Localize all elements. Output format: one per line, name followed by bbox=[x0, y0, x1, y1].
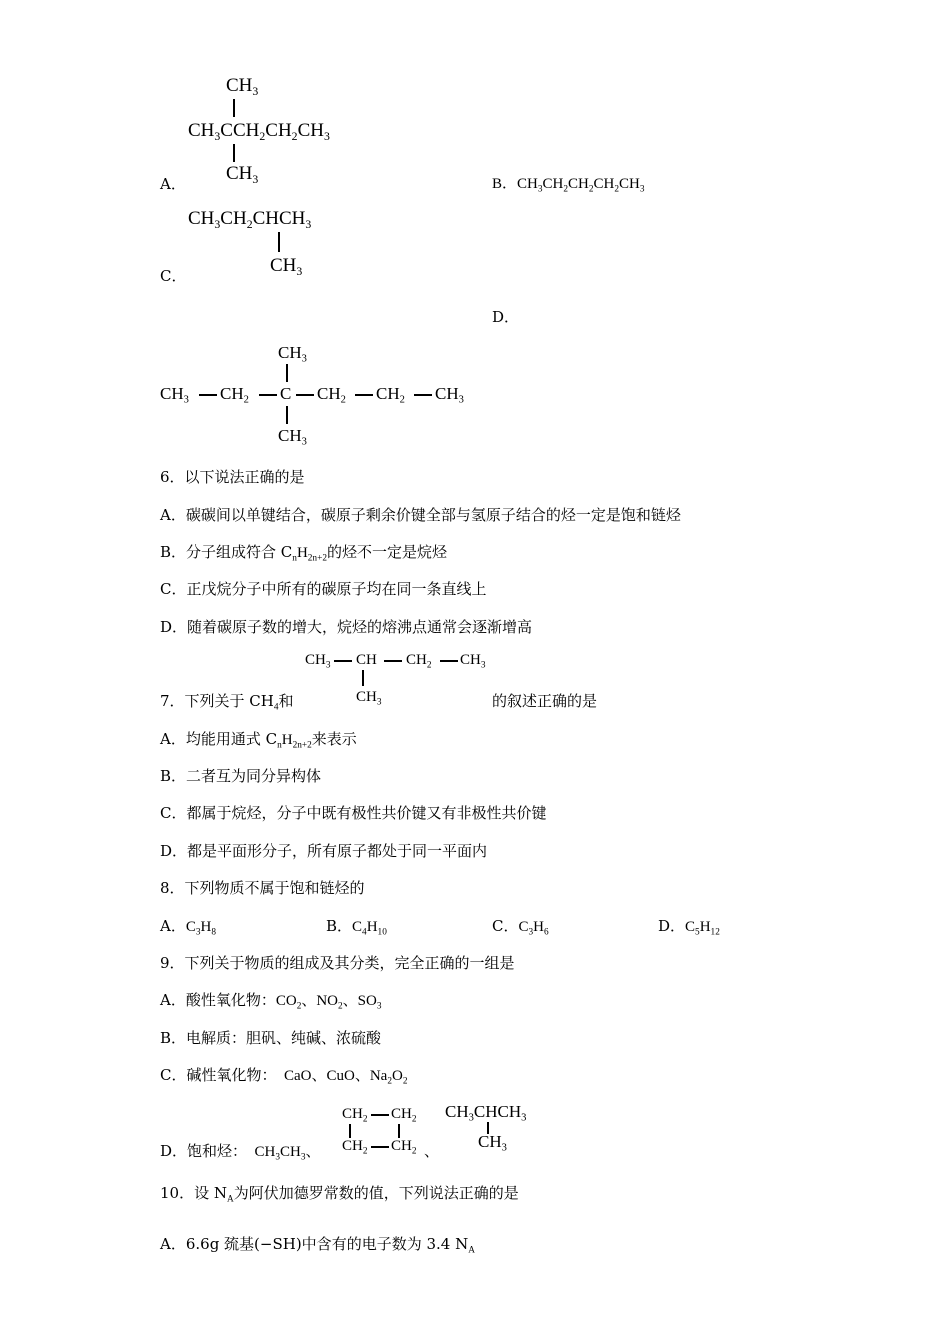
q5-c-label: C． bbox=[160, 267, 187, 285]
q5-c-branch-text: CH bbox=[270, 255, 297, 276]
q7-s6: 3 bbox=[480, 660, 486, 671]
q6-stem: 6．以下说法正确的是 bbox=[160, 468, 305, 486]
q7-structure-main bbox=[305, 650, 331, 670]
q9-iso-m2: CHCH bbox=[473, 1102, 522, 1121]
q5-d-bottom bbox=[278, 426, 307, 446]
q9-r0: CH bbox=[342, 1106, 363, 1122]
q7-structure-ch: CH bbox=[356, 652, 377, 668]
q9-r7: 2 bbox=[411, 1146, 417, 1157]
q10-a-pre: A．6.6g 巯基(−SH)中含有的电子数为 3.4 N bbox=[160, 1235, 469, 1253]
q5-d-chain-4 bbox=[376, 384, 405, 404]
q7-s4: 2 bbox=[426, 660, 432, 671]
q5-c-m5: 3 bbox=[305, 218, 312, 232]
q9-ring-bond-top bbox=[371, 1114, 389, 1116]
q5-c-m1: 3 bbox=[214, 218, 221, 232]
q5-d-c6: 2 bbox=[340, 394, 346, 406]
q5-b-p4: CH bbox=[568, 176, 589, 192]
q8-c-f3: 6 bbox=[544, 927, 549, 938]
q7-a-sub1: n bbox=[277, 740, 282, 751]
q7-stem-pre: 7．下列关于 CH bbox=[160, 692, 274, 710]
q5-d-chain-3 bbox=[317, 384, 346, 404]
q5-a-m7: 3 bbox=[323, 130, 330, 144]
q9-a-f5: 3 bbox=[376, 1001, 382, 1012]
q8-option-a bbox=[160, 916, 216, 937]
q10-stem bbox=[160, 1183, 519, 1203]
q5-a-bottom-sub: 3 bbox=[252, 173, 259, 187]
q7-stem-left bbox=[160, 691, 294, 711]
q7-option-c: C．都属于烷烃，分子中既有极性共价键又有非极性共价键 bbox=[160, 804, 547, 822]
q5-d-bond-4 bbox=[355, 394, 373, 396]
q5-a-bond-down bbox=[233, 144, 235, 162]
q5-b-p1: 3 bbox=[537, 184, 543, 195]
q9-a-f2: 、NO bbox=[301, 993, 339, 1009]
q7-a-post: 来表示 bbox=[311, 730, 357, 748]
q9-option-c bbox=[160, 1065, 407, 1086]
q9-r1: 2 bbox=[362, 1114, 368, 1125]
q5-c-m2: CH bbox=[220, 208, 247, 229]
q9-ring-top-right bbox=[391, 1104, 417, 1124]
q5-a-bottom-group bbox=[226, 163, 259, 187]
q5-d-chain-c: C bbox=[280, 384, 292, 403]
q5-c-branch-sub: 3 bbox=[296, 265, 303, 279]
q7-option-a bbox=[160, 729, 357, 750]
q8-d-f3: 12 bbox=[710, 927, 720, 938]
q5-d-bottom-text: CH bbox=[278, 426, 302, 445]
q5-d-bond-2 bbox=[259, 394, 277, 396]
q5-a-m4: CH bbox=[265, 120, 292, 141]
q5-d-top-text: CH bbox=[278, 343, 302, 362]
q5-d-bottom-sub: 3 bbox=[301, 436, 307, 448]
q7-structure-branch bbox=[356, 687, 382, 707]
q5-c-bond bbox=[278, 232, 280, 252]
q5-d-bond-down bbox=[286, 406, 288, 424]
q5-c-m0: CH bbox=[188, 208, 215, 229]
q7-option-d: D．都是平面形分子，所有原子都处于同一平面内 bbox=[160, 842, 488, 860]
q9-stem: 9．下列关于物质的组成及其分类，完全正确的一组是 bbox=[160, 954, 515, 972]
q5-d-top bbox=[278, 343, 307, 363]
q5-a-top-sub: 3 bbox=[252, 85, 259, 99]
q5-d-chain-2 bbox=[220, 384, 249, 404]
q8-b-f0: C bbox=[352, 919, 363, 935]
q7-a-sub2: 2n+2 bbox=[292, 740, 312, 751]
q9-r3: 2 bbox=[411, 1114, 417, 1125]
q6-option-c: C．正戊烷分子中所有的碳原子均在同一条直线上 bbox=[160, 580, 487, 598]
q9-iso-branch bbox=[478, 1132, 507, 1152]
q9-iso-m0: CH bbox=[445, 1102, 469, 1121]
q5-d-bond-5 bbox=[414, 394, 432, 396]
q5-a-bond-up bbox=[233, 99, 235, 117]
q8-d-f0: C bbox=[685, 919, 696, 935]
q5-b-p7: 2 bbox=[614, 184, 620, 195]
q9-a-f0: CO bbox=[275, 993, 297, 1009]
q9-r2: CH bbox=[391, 1106, 412, 1122]
q7-bond-3 bbox=[440, 660, 458, 662]
q5-a-top-group bbox=[226, 75, 259, 99]
q7-stem-right: 的叙述正确的是 bbox=[492, 692, 598, 710]
q10-stem-pre: 10．设 N bbox=[160, 1184, 227, 1202]
q5-b-option bbox=[492, 174, 645, 194]
q9-iso-m1: 3 bbox=[468, 1112, 474, 1124]
q5-d-c2: CH bbox=[220, 384, 244, 403]
q5-a-label: A． bbox=[160, 175, 186, 193]
q5-d-top-sub: 3 bbox=[301, 353, 307, 365]
q9-d-f3: 3 bbox=[300, 1152, 306, 1163]
q6-b-sub1: n bbox=[292, 553, 297, 564]
q9-ring-bottom-left bbox=[342, 1136, 368, 1156]
q9-c-f2: O bbox=[391, 1068, 403, 1084]
q5-a-top-text: CH bbox=[226, 75, 253, 96]
q5-c-branch bbox=[270, 255, 303, 279]
q9-ring-bottom-right bbox=[391, 1136, 417, 1156]
q7-branch-text: CH bbox=[356, 689, 377, 705]
q5-a-m2: CCH bbox=[220, 120, 260, 141]
q10-stem-sub: A bbox=[226, 1194, 234, 1205]
q7-structure-ch3 bbox=[460, 650, 486, 670]
q5-d-c0: CH bbox=[160, 384, 184, 403]
q8-c-f0: C bbox=[518, 919, 529, 935]
q9-option-a bbox=[160, 990, 382, 1011]
q8-d-label: D． bbox=[658, 917, 686, 935]
q6-option-d: D．随着碳原子数的增大，烷烃的熔沸点通常会逐渐增高 bbox=[160, 618, 533, 636]
q9-a-f4: 、SO bbox=[342, 993, 377, 1009]
q5-b-p5: 2 bbox=[588, 184, 594, 195]
q7-s5: CH bbox=[460, 652, 481, 668]
q5-a-m0: CH bbox=[188, 120, 215, 141]
q7-a-pre: A．均能用通式 C bbox=[160, 730, 278, 748]
q8-a-f1: 3 bbox=[195, 927, 201, 938]
q9-iso-b-text: CH bbox=[478, 1132, 502, 1151]
q9-d-f0: CH bbox=[254, 1144, 276, 1160]
q6-option-b bbox=[160, 542, 447, 563]
q9-a-f1: 2 bbox=[296, 1001, 302, 1012]
q9-option-b: B．电解质：胆矾、纯碱、浓硫酸 bbox=[160, 1029, 382, 1047]
q5-d-main-chain bbox=[160, 384, 189, 404]
q6-b-sub2: 2n+2 bbox=[307, 553, 327, 564]
q5-a-m6: CH bbox=[297, 120, 324, 141]
q7-stem-and: 和 bbox=[278, 692, 294, 710]
q9-a-f3: 2 bbox=[338, 1001, 343, 1012]
q10-a-sub: A bbox=[468, 1245, 475, 1256]
q7-stem-sub: 4 bbox=[273, 702, 279, 713]
q7-option-b: B．二者互为同分异构体 bbox=[160, 767, 322, 785]
q6-option-a: A．碳碳间以单键结合，碳原子剩余价键全部与氢原子结合的烃一定是饱和链烃 bbox=[160, 506, 681, 524]
q6-b-mid: H bbox=[296, 545, 308, 561]
q9-a-pre: A．酸性氧化物： bbox=[160, 991, 276, 1009]
q8-a-f3: 8 bbox=[211, 927, 217, 938]
q5-d-c10: 3 bbox=[458, 394, 464, 406]
q8-option-d bbox=[658, 916, 720, 937]
q8-d-f1: 5 bbox=[695, 927, 700, 938]
q9-d-f2: CH bbox=[280, 1144, 301, 1160]
q5-a-m3: 2 bbox=[259, 130, 266, 144]
q5-d-c8: 2 bbox=[399, 394, 405, 406]
q5-c-m3: 2 bbox=[246, 218, 253, 232]
q8-c-f2: H bbox=[533, 919, 544, 935]
q8-c-label: C． bbox=[492, 917, 519, 935]
q5-d-c1: 3 bbox=[183, 394, 189, 406]
q5-a-main-chain bbox=[188, 120, 330, 144]
q5-a-m5: 2 bbox=[291, 130, 298, 144]
q9-d-f4: 、 bbox=[305, 1142, 321, 1160]
q9-option-d bbox=[160, 1141, 321, 1162]
q5-d-label: D． bbox=[492, 308, 520, 326]
q9-ring-bond-bottom bbox=[371, 1146, 389, 1148]
q7-s0: CH bbox=[305, 652, 326, 668]
q8-b-f2: H bbox=[366, 919, 378, 935]
q9-r6: CH bbox=[391, 1138, 412, 1154]
q8-b-f1: 4 bbox=[362, 927, 367, 938]
q9-r4: CH bbox=[342, 1138, 363, 1154]
q6-b-post: 的烃不一定是烷烃 bbox=[326, 543, 447, 561]
q9-iso-m3: 3 bbox=[521, 1112, 527, 1124]
q5-b-p9: 3 bbox=[639, 184, 645, 195]
q8-a-label: A． bbox=[160, 917, 186, 935]
q8-d-f2: H bbox=[699, 919, 711, 935]
q5-c-main-chain bbox=[188, 208, 312, 232]
q6-b-pre: B．分子组成符合 C bbox=[160, 543, 293, 561]
q5-b-p8: CH bbox=[619, 176, 640, 192]
q5-b-p0: CH bbox=[517, 176, 538, 192]
q8-a-f2: H bbox=[200, 919, 212, 935]
q10-stem-post: 为阿伏加德罗常数的值，下列说法正确的是 bbox=[233, 1184, 519, 1202]
q9-iso-b-sub: 3 bbox=[501, 1142, 507, 1154]
q9-c-pre: C．碱性氧化物： bbox=[160, 1066, 277, 1084]
q5-a-bottom-text: CH bbox=[226, 163, 253, 184]
q7-a-mid: H bbox=[281, 732, 293, 748]
q9-ring-top-left bbox=[342, 1104, 368, 1124]
q5-d-bond-up bbox=[286, 364, 288, 382]
q7-branch-sub: 3 bbox=[376, 697, 382, 708]
q5-a-m1: 3 bbox=[214, 130, 221, 144]
q7-bond-2 bbox=[384, 660, 402, 662]
q9-option-d-sep: 、 bbox=[424, 1142, 440, 1160]
q5-b-p6: CH bbox=[593, 176, 615, 192]
q5-d-chain-5 bbox=[435, 384, 464, 404]
q9-d-pre: D．饱和烃： bbox=[160, 1142, 248, 1160]
q9-c-f1: 2 bbox=[387, 1076, 392, 1087]
q7-structure-ch2 bbox=[406, 650, 432, 670]
q5-d-bond-3 bbox=[296, 394, 314, 396]
q9-iso-main bbox=[445, 1102, 526, 1122]
q5-d-bond-1 bbox=[199, 394, 217, 396]
q7-s3: CH bbox=[406, 652, 427, 668]
q10-option-a bbox=[160, 1234, 475, 1254]
q5-d-c7: CH bbox=[376, 384, 400, 403]
q9-c-f0: CaO、CuO、Na bbox=[283, 1068, 388, 1084]
q5-d-c9: CH bbox=[435, 384, 459, 403]
q8-option-b bbox=[326, 916, 387, 937]
q8-option-c bbox=[492, 916, 549, 937]
q7-s1: 3 bbox=[325, 660, 331, 671]
q7-bond-1 bbox=[334, 660, 352, 662]
q8-stem: 8．下列物质不属于饱和链烃的 bbox=[160, 879, 365, 897]
q9-d-f1: 3 bbox=[275, 1152, 281, 1163]
q9-c-f3: 2 bbox=[402, 1076, 408, 1087]
q8-c-f1: 3 bbox=[528, 927, 534, 938]
q5-d-c5: CH bbox=[317, 384, 341, 403]
q5-b-label: B． bbox=[492, 176, 518, 192]
q5-c-m4: CHCH bbox=[252, 208, 306, 229]
q8-b-label: B． bbox=[326, 917, 353, 935]
q7-bond-branch bbox=[362, 670, 364, 686]
q9-r5: 2 bbox=[362, 1146, 368, 1157]
q5-b-p2: CH bbox=[542, 176, 564, 192]
q5-d-c3: 2 bbox=[243, 394, 249, 406]
q8-b-f3: 10 bbox=[377, 927, 387, 938]
q8-a-f0: C bbox=[185, 919, 196, 935]
q5-b-p3: 2 bbox=[563, 184, 569, 195]
